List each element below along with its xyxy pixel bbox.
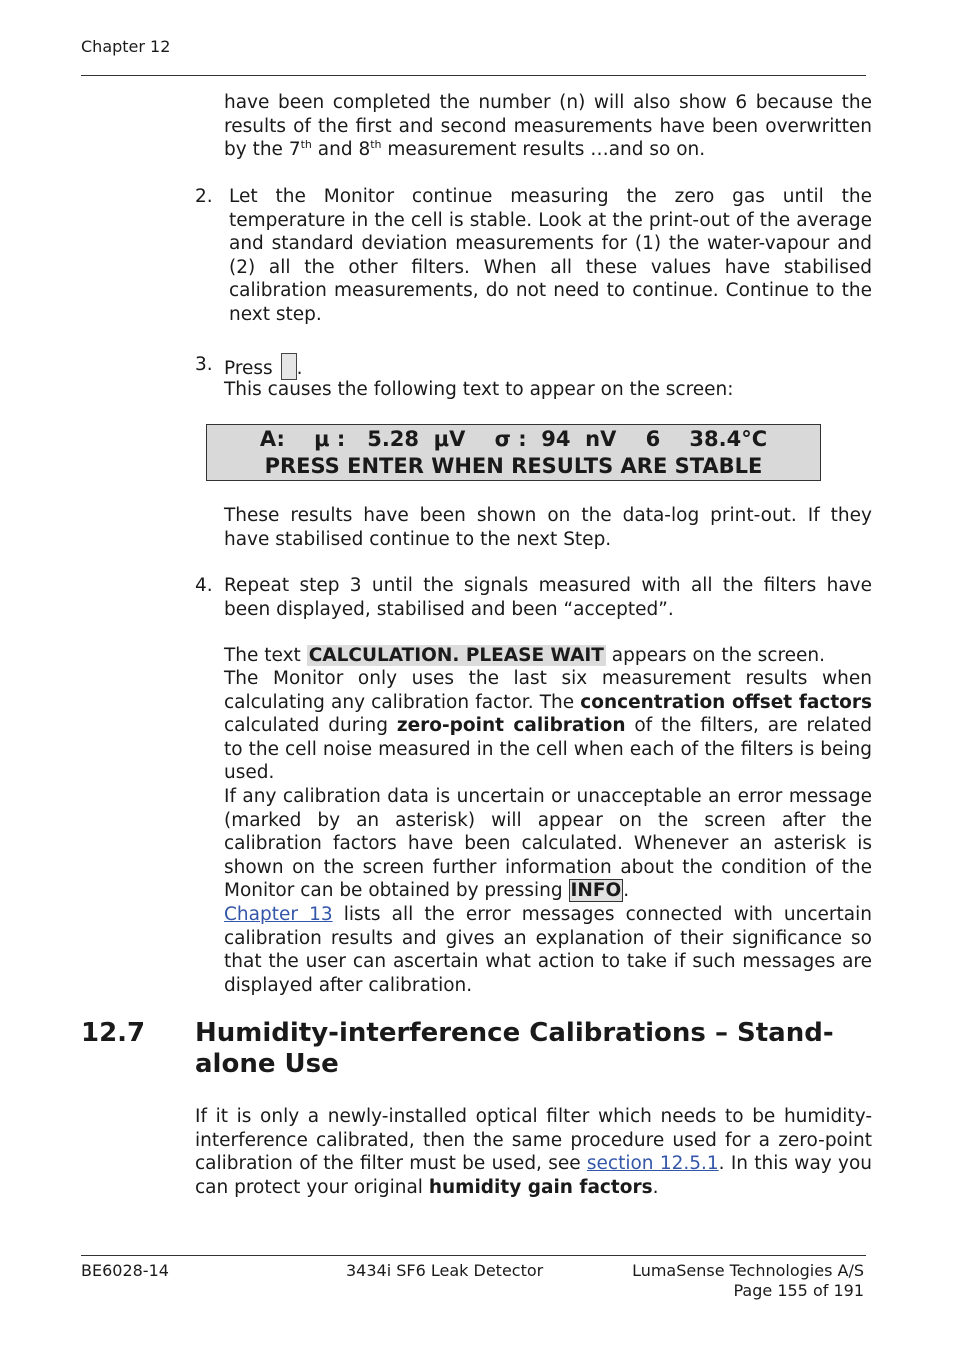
text: lists all the error messages connected with uncertain calibration results and gives an explanation of their significance so that the user can ascertain what action to take if such messages are displayed after calibration. — [224, 904, 872, 996]
calculation-line — [224, 644, 872, 668]
header-rule — [81, 75, 866, 76]
text: If it is only a newly-installed optical filter which needs to be humidity-interference calibrated, then the same procedure used for a zero-point calibration of the filter must be used, see — [195, 1106, 872, 1174]
chapter13-paragraph — [224, 903, 872, 997]
text: . — [623, 880, 630, 901]
step-number-2: 2. — [195, 186, 213, 207]
bold-term: humidity gain factors — [428, 1176, 653, 1198]
calculation-message: CALCULATION. PLEASE WAIT — [308, 645, 604, 666]
text: If any calibration data is uncertain or unacceptable an error message (marked by an asterisk) will appear on the screen after the calibration factors have been calculated. Whenever an asterisk is shown on the screen further information about the condition of the Monitor can be obtained by pressing — [224, 786, 872, 901]
footer-product: 3434i SF6 Leak Detector — [346, 1261, 544, 1280]
intro-paragraph — [224, 91, 872, 162]
bold-term: concentration offset factors — [580, 691, 873, 713]
text: The text — [224, 645, 307, 666]
footer-rule — [81, 1255, 866, 1256]
step-4-text: Repeat step 3 until the signals measured with all the filters have been displayed, stabilised and been “accepted”. — [224, 575, 872, 620]
step-3-followup: These results have been shown on the data-log print-out. If they have stabilised continue to the next Step. — [224, 505, 872, 550]
text: of the filters, are related to the cell noise measured in the cell when each of the filters is being used. — [224, 715, 872, 783]
superscript-th: th — [370, 137, 382, 151]
intro-text: have been completed the number (n) will also show 6 because the results of the first and second measurements have been overwritten by the 7 — [224, 92, 872, 160]
monitor-screen-display — [206, 424, 821, 481]
screen-line-2: PRESS ENTER WHEN RESULTS ARE STABLE — [264, 454, 763, 478]
screen-line-1: A: μ : 5.28 μV σ : 94 nV 6 38.4°C — [259, 427, 768, 451]
superscript-th: th — [300, 137, 312, 151]
bold-term: zero-point calibration — [396, 715, 626, 736]
info-key[interactable]: INFO — [570, 880, 622, 901]
text: calculated during — [224, 715, 397, 736]
period: . — [296, 358, 303, 379]
section-paragraph — [195, 1105, 872, 1199]
step-2-text: Let the Monitor continue measuring the zero gas until the temperature in the cell is stable. Look at the print-out of the average and standard deviation measurements for (1) the water-vapour and (2) all the other filters. When all these values have stabilised calibration measurements, do not need to continue. Continue to the next step. — [229, 186, 872, 325]
section-number: 12.7 — [81, 1018, 146, 1048]
step-3-press-line — [224, 353, 872, 381]
error-paragraph — [224, 785, 872, 903]
press-label: Press — [224, 358, 273, 379]
footer-doc-id: BE6028-14 — [81, 1261, 169, 1280]
text: The Monitor only uses the last six measurement results when calculating any calibration factor. The — [224, 668, 872, 713]
text: appears on the screen. — [605, 645, 826, 666]
step-number-4: 4. — [195, 575, 213, 596]
step-3-line2: This causes the following text to appear on the screen: — [224, 379, 734, 400]
monitor-usage-paragraph — [224, 667, 872, 785]
section-12-5-1-link[interactable]: section 12.5.1 — [586, 1153, 719, 1174]
key-button[interactable] — [281, 353, 297, 380]
section-title: Humidity-interference Calibrations – Stand-alone Use — [195, 1018, 834, 1079]
step-number-3: 3. — [195, 354, 213, 375]
text: . — [652, 1176, 659, 1198]
intro-text: and 8 — [311, 139, 371, 160]
chapter-13-link[interactable]: Chapter 13 — [224, 904, 333, 925]
intro-text: measurement results …and so on. — [381, 139, 706, 160]
footer-company: LumaSense Technologies A/S — [632, 1261, 864, 1280]
text: . In this way you can protect your original — [195, 1153, 872, 1198]
footer-page-number: Page 155 of 191 — [733, 1281, 864, 1300]
header-chapter: Chapter 12 — [81, 37, 171, 56]
